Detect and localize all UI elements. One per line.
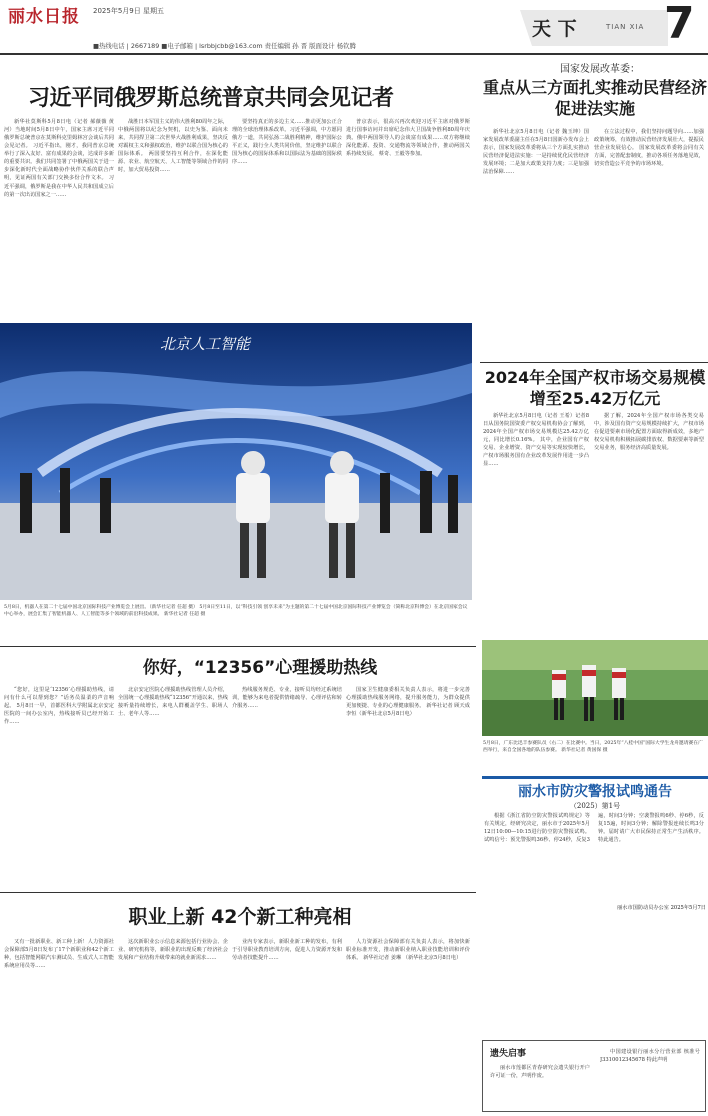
right-mid-col-1: 新华社北京5月8日电（记者 王希）记者8日从国务院国资委产权交易机构协会了解到，2024年全国产权市场交易规模达25.42万亿元，同比增长0.16%。 其中，企业国有产权交易、企业增资、资产交易等实现较快增长，产权市场服务国有企业改革发展作用进一步凸显…… <box>483 413 589 468</box>
jobs-col-1: 又有一批新职业、新工种上新！人力资源社会保障部5月8日发布了17个新职业和42个新工种，包括智能网联汽车测试员、生成式人工智能系统应用员等…… <box>4 939 114 970</box>
jobs-col-3: 业内专家表示，新职业新工种的发布，有利于引导职业教育培训方向，促进人力资源开发和劳动者技能提升…… <box>232 939 342 962</box>
notice-signoff: 丽水市国防动员办公室 2025年5月7日 <box>617 905 706 911</box>
top-rule <box>0 53 708 55</box>
lead-headline: 习近平同俄罗斯总统普京共同会见记者 <box>28 86 394 111</box>
notice-doc-number: （2025）第1号 <box>569 802 621 810</box>
feature-col-3: 热线服务规范、专业，接听员均经过系统培训，能够为来电者提供情绪疏导、心理评估和转介服务…… <box>232 687 342 710</box>
right-top-col-1: 新华社北京5月8日电（记者 魏玉坤）国家发展改革委副主任在5月8日国新办发布会上表示，国家发展改革委将从三个方面扎实推动民营经济促进法实施：一是持续优化民营经济发展环境；二是加大政策支持力度；三是加强法治保障…… <box>483 129 589 176</box>
dateline: 2025年5月9日 星期五 <box>93 7 164 15</box>
jobs-headline: 职业上新 42个新工种亮相 <box>128 906 352 928</box>
notice-title: 丽水市防灾警报试鸣通告 <box>518 784 672 800</box>
lead-col-1: 新华社莫斯科5月8日电（记者 郝薇薇 黄河）当地时间5月8日中午，国家主席习近平同俄罗斯总统普京在莫斯科克里姆林宫会谈后共同会见记者。 习近平指出，刚才，我同普京总统举行了深入友好、富有成果的会谈，达成许多新的重要共识。我们共同签署了中俄两国关于进一步深化新时代全面战略协作伙伴关系的联合声明，见证两国有关部门交换多份合作文本。 习近平强调，俄罗斯是我在中华人民共和国成立后的第一次出访国家之一…… <box>4 119 114 198</box>
page-number: 7 <box>664 0 695 49</box>
right-mid-col-2: 据了解，2024年全国产权市场各类交易中，涉及国有资产交易规模持续扩大，产权市场在促进要素市场化配置方面取得新成效，多地产权交易机构积极拓展碳排放权、数据要素等新型交易业务，服务经济高质量发展。 <box>594 413 704 452</box>
lead-col-4: 普京表示，很高兴再次欢迎习近平主席对俄罗斯进行国事访问并出席纪念伟大卫国战争胜利80周年庆典。俄中两国领导人的会谈富有成果……双方将继续深化能源、投资、交通物流等领域合作，推动两国关系持续发展。 蔡奇、王毅等参加。 <box>346 119 470 158</box>
feature-headline: 你好，“12356”心理援助热线 <box>142 658 378 678</box>
contact-line: ■热线电话 | 2667189 ■电子邮箱 | lsrbbjcbb@163.com 责任编辑 孙 晋 版面设计 杨钦腾 <box>93 42 356 50</box>
section-title: 天 下 <box>532 18 577 40</box>
feature-rule <box>0 646 476 647</box>
notice-body: 根据《浙江省防空防灾警报试鸣规定》等有关规定，经研究决定，丽水市于2025年5月12日10:00—10:15进行防空防灾警报试鸣。试鸣信号：预先警报鸣36秒、停24秒，反复3遍，时间3分钟；空袭警报鸣6秒、停6秒，反复15遍，时间3分钟；解除警报连续长鸣3分钟。届时请广大市民保持正常生产生活秩序。 特此通告。 <box>484 813 704 844</box>
right-top-kicker: 国家发展改革委： <box>560 64 640 75</box>
feature-col-1: “您好，这里是‘12356’心理援助热线，请问有什么可以帮到您？”话务员温柔的声音响起。 5月8日一早，首都医科大学附属北京安定医院的一间办公室内，热线接听员已经开始工作…… <box>4 687 114 726</box>
right-photo-caption: 5月8日，广东比迅丰参赛队员（右二）在比赛中。当日，2025年“八桂中国”国际大学生龙舟邀请赛在广西举行，来自全国各地的队伍参赛。 新华社记者 黄国保 摄 <box>483 741 703 754</box>
right-top-col-2: 在立法过程中，我们坚持问题导向……加强政策统筹，有效推动民营经济发展壮大，提振民营企业发展信心。 国家发展改革委将会同有关方面，完善配套制度，推动各项任务落地见效，切实营造公平竞争的市场环境。 <box>594 129 704 168</box>
notice-top-rule <box>482 776 708 779</box>
banner-text: 北京人工智能 <box>160 335 251 353</box>
robot-exhibition-photo <box>0 323 472 600</box>
right-top-divider <box>480 362 708 363</box>
feature-col-4: 国家卫生健康委相关负责人表示，将进一步完善心理援助热线服务网络，提升服务能力，为群众提供更加便捷、专业的心理健康服务。 新华社记者 顾天成 李恒（新华社北京5月8日电） <box>346 687 470 718</box>
section-subtitle: TIAN XIA <box>606 23 645 31</box>
right-top-headline: 重点从三方面扎实推动民营经济促进法实施 <box>482 78 707 118</box>
newspaper-logo: 丽水日报 <box>8 7 80 27</box>
dragon-boat-photo <box>482 640 708 736</box>
ad-title: 遗失启事 <box>490 1049 527 1059</box>
feature-col-2: 北京安定医院心理援助热线管理人员介绍，全国统一心理援助热线“12356”开通以来，热线接听量持续增长，来电人群覆盖学生、职场人士、老年人等…… <box>118 687 228 718</box>
ad-right: 中国建设银行丽水分行营业部 核准号J3310012345678 特此声明 <box>600 1049 700 1064</box>
right-mid-headline: 2024年全国产权市场交易规模增至25.42万亿元 <box>484 368 706 408</box>
jobs-col-2: 这次新职业公示信息来源包括行业协会、企业、研究机构等，新职业的出现反映了经济社会发展和产业结构升级带来的就业新需求…… <box>118 939 228 962</box>
ad-body: 丽水市莲都区青春研究会遗失银行开户许可证一份，声明作废。 <box>490 1065 590 1080</box>
lead-col-3: 要坚持真正的多边主义……推动更加公正合理的全球治理体系改革。习近平强调，中方愿同俄方一道，共同弘扬二战胜利精神，维护国际公平正义，践行全人类共同价值，坚定维护以联合国为核心的国际体系和以国际法为基础的国际秩序…… <box>232 119 342 166</box>
jobs-rule <box>0 892 476 893</box>
photo-caption: 5月8日，机器人在第二十七届中国北京国际科技产业博览会上展出。（新华社记者 任超 摄） 5月8日至11日，以“科技引领 创享未来”为主题的第二十七届中国北京国际科技产业博览会（简称北京科博会）在北京国家会议中心举办，展会汇集了智能机器人、人工智能等多个领域的前沿科技成果。 新华社记者 任超 摄 <box>4 605 468 618</box>
lead-col-2: 战胜日本军国主义的伟大胜利80周年之际，中俄两国将以纪念为契机，以史为鉴、面向未来，共同捍卫第二次世界大战胜利成果，坚决反对霸权主义和强权政治，维护以联合国为核心的国际体系。 两国要坚持互利合作，在深化能源、农业、航空航天、人工智能等领域合作的同时，加大贸易投资…… <box>118 119 228 174</box>
jobs-col-4: 人力资源社会保障部有关负责人表示，将加快新职业标准开发，推动新职业纳入职业技能培训和评价体系。 新华社记者 姜琳 （新华社北京5月8日电） <box>346 939 470 962</box>
